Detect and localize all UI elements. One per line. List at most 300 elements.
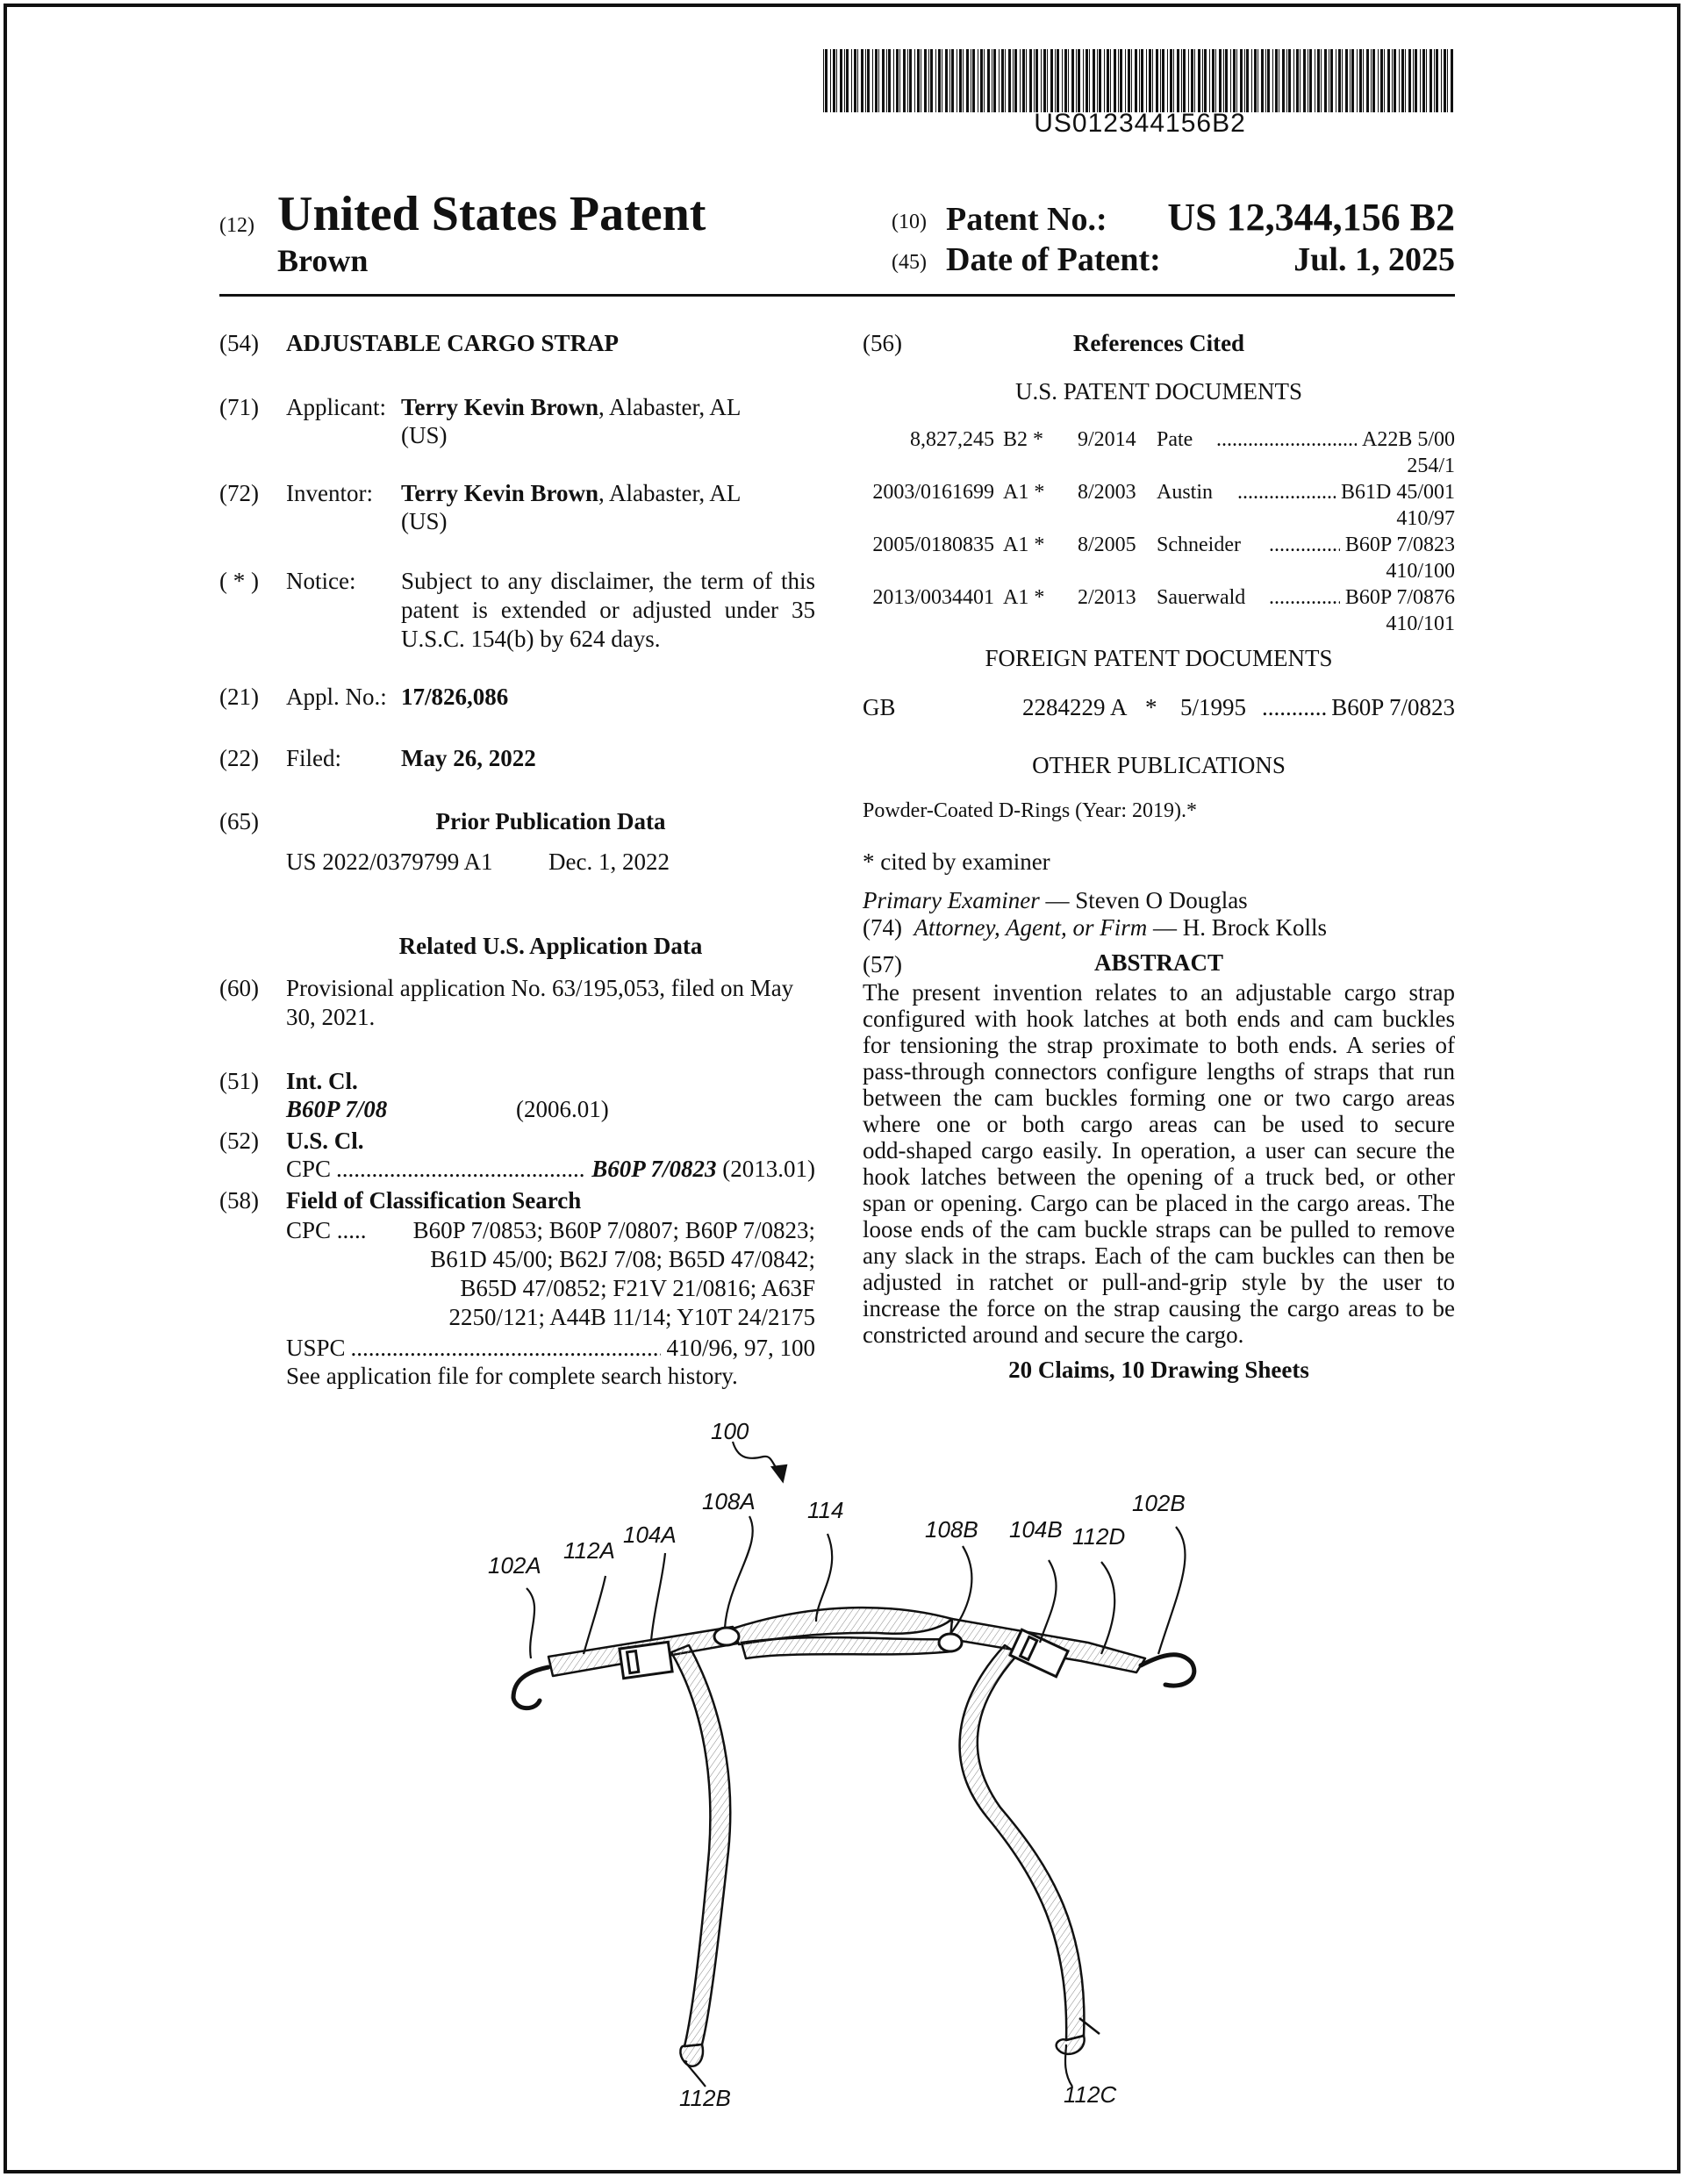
barcode-bar xyxy=(1020,49,1021,112)
claims-summary: 20 Claims, 10 Drawing Sheets xyxy=(1008,1357,1309,1383)
barcode-bar xyxy=(1366,49,1369,112)
int-cl-version: (2006.01) xyxy=(516,1096,609,1122)
label-114: 114 xyxy=(807,1497,844,1523)
barcode-bar xyxy=(1254,49,1257,112)
barcode-bar xyxy=(1209,49,1210,112)
us-doc-class-secondary: 410/101 xyxy=(1386,612,1455,635)
us-doc-number: 2003/0161699 xyxy=(872,481,994,504)
barcode-bar xyxy=(980,49,983,112)
barcode-bar xyxy=(1296,49,1299,112)
barcode-bar xyxy=(882,49,885,112)
barcode-bar xyxy=(1246,49,1249,112)
abstract-line: increase the force on the strap causing the cargo areas to be xyxy=(863,1295,1455,1321)
connector-108B xyxy=(939,1634,962,1651)
field-search-cpc xyxy=(369,1216,815,1332)
leader-dots xyxy=(336,1155,586,1184)
provisional-text xyxy=(286,974,815,1032)
patent-no-label: Patent No.: xyxy=(946,201,1107,238)
barcode-bar xyxy=(1097,49,1098,112)
barcode-bar xyxy=(1005,49,1006,112)
strap-hanging-right xyxy=(960,1645,1085,2040)
search-history-note: See application file for complete search history. xyxy=(286,1363,738,1389)
barcode-bar xyxy=(1114,49,1116,112)
barcode-bar xyxy=(966,49,969,112)
barcode-bar xyxy=(1394,49,1396,112)
barcode-bar xyxy=(1357,49,1358,112)
patent-date: Jul. 1, 2025 xyxy=(1293,241,1455,278)
barcode-bar xyxy=(959,49,962,112)
code-56: (56) xyxy=(863,330,902,356)
barcode-bar xyxy=(917,49,920,112)
barcode-bar xyxy=(1022,49,1025,112)
barcode-bar xyxy=(1191,49,1193,112)
barcode-bar xyxy=(1188,49,1189,112)
barcode-bar xyxy=(1342,49,1343,112)
barcode-bar xyxy=(1152,49,1153,112)
us-doc-number: 2005/0180835 xyxy=(872,533,994,556)
foreign-date: 5/1995 xyxy=(1180,694,1247,720)
prior-pub-number: US 2022/0379799 A1 xyxy=(286,849,493,875)
barcode-bar xyxy=(987,49,990,112)
code-60: (60) xyxy=(219,975,259,1001)
us-doc-class-secondary: 410/97 xyxy=(1396,507,1455,530)
barcode-bar xyxy=(972,49,975,112)
cpc-line: B61D 45/00; B62J 7/08; B65D 47/0842; xyxy=(430,1246,815,1272)
us-doc-class: A22B 5/00 xyxy=(1361,428,1455,451)
barcode-bar xyxy=(1399,49,1400,112)
barcode-bar xyxy=(865,49,866,112)
us-doc-kind: A1 * xyxy=(1003,481,1045,504)
foreign-docs-heading: FOREIGN PATENT DOCUMENTS xyxy=(985,645,1333,671)
foreign-number: 2284229 xyxy=(1022,694,1106,720)
barcode-bar xyxy=(857,49,858,112)
barcode-bar xyxy=(1035,49,1038,112)
barcode-bar xyxy=(1324,49,1327,112)
barcode-bar xyxy=(1204,49,1207,112)
barcode-bar xyxy=(1104,49,1105,112)
barcode-bar xyxy=(1194,49,1195,112)
barcode-bar xyxy=(1183,49,1186,112)
barcode-bar xyxy=(1261,49,1264,112)
barcode-bar xyxy=(851,49,852,112)
barcode-bar xyxy=(1338,49,1341,112)
barcode-bar xyxy=(861,49,863,112)
us-doc-date: 9/2014 xyxy=(1078,428,1136,451)
barcode-bar xyxy=(888,49,891,112)
barcode-bar xyxy=(945,49,948,112)
inventor-label: Inventor: xyxy=(286,480,373,506)
inventor-line xyxy=(401,479,741,508)
us-doc-row xyxy=(863,479,1455,532)
abstract-line: any slack in the straps. Each of the cam buckles can then be xyxy=(863,1242,1455,1269)
foreign-class-cell xyxy=(1262,693,1455,722)
barcode-bar xyxy=(1071,49,1074,112)
foreign-doc-row xyxy=(863,693,1455,722)
barcode-number: US012344156B2 xyxy=(1034,109,1246,138)
barcode-bar xyxy=(1160,49,1161,112)
strap-hanging-left-loop xyxy=(680,2044,703,2066)
barcode-bar xyxy=(951,49,954,112)
label-108B: 108B xyxy=(925,1516,978,1543)
barcode-bar xyxy=(1225,49,1228,112)
us-doc-date: 2/2013 xyxy=(1078,586,1136,609)
abstract-heading: ABSTRACT xyxy=(1093,949,1224,976)
barcode-bar xyxy=(903,49,906,112)
patent-number: US 12,344,156 B2 xyxy=(1167,196,1455,239)
barcode-bar xyxy=(1062,49,1063,112)
barcode-bar xyxy=(907,49,908,112)
applicant-label: Applicant: xyxy=(286,394,386,420)
uspc-label: USPC xyxy=(286,1335,346,1361)
barcode-bar xyxy=(930,49,933,112)
barcode-bar xyxy=(1288,49,1291,112)
barcode-bar xyxy=(935,49,936,112)
attorney-name: — H. Brock Kolls xyxy=(1147,914,1327,941)
code-65: (65) xyxy=(219,808,259,834)
barcode-bar xyxy=(1401,49,1404,112)
foreign-kind: A xyxy=(1110,694,1128,720)
abstract-line: configured with hook latches at both ends and cam buckles xyxy=(863,1006,1455,1032)
barcode-bar xyxy=(1413,49,1414,112)
int-cl-class: B60P 7/08 xyxy=(286,1096,388,1122)
us-doc-class-cell xyxy=(1269,532,1455,558)
barcode-bar xyxy=(1013,49,1014,112)
us-docs-heading: U.S. PATENT DOCUMENTS xyxy=(1014,378,1303,405)
barcode-bar xyxy=(878,49,879,112)
invention-title: ADJUSTABLE CARGO STRAP xyxy=(286,330,620,356)
notice-line: U.S.C. 154(b) by 624 days. xyxy=(401,626,661,652)
us-doc-date: 8/2003 xyxy=(1078,481,1136,504)
barcode-bar xyxy=(1118,49,1119,112)
us-doc-number: 8,827,245 xyxy=(910,428,994,451)
other-pub: Powder-Coated D-Rings (Year: 2019).* xyxy=(863,799,1198,822)
barcode-bar xyxy=(949,49,950,112)
barcode-bar xyxy=(1177,49,1179,112)
us-doc-name: Pate xyxy=(1157,428,1193,451)
barcode-bar xyxy=(875,49,878,112)
int-cl-label: Int. Cl. xyxy=(286,1068,358,1094)
applicant-location: , Alabaster, AL xyxy=(598,394,742,420)
us-doc-class: B61D 45/001 xyxy=(1340,481,1455,504)
inventor-country: (US) xyxy=(401,508,448,534)
barcode-bar xyxy=(1083,49,1084,112)
barcode-bar xyxy=(1125,49,1126,112)
inventor-surname: Brown xyxy=(277,243,369,278)
code-52: (52) xyxy=(219,1128,259,1154)
us-doc-name: Sauerwald xyxy=(1157,586,1246,609)
code-58: (58) xyxy=(219,1187,259,1214)
barcode-bar xyxy=(1282,49,1285,112)
appl-no-label: Appl. No.: xyxy=(286,684,387,710)
abstract-line: The present invention relates to an adjustable cargo strap xyxy=(863,979,1455,1006)
barcode-bar xyxy=(867,49,870,112)
barcode-bar xyxy=(1093,49,1095,112)
barcode-bar xyxy=(1034,49,1035,112)
examiner-label: Primary Examiner xyxy=(863,887,1040,913)
barcode-bar xyxy=(938,49,941,112)
code-57: (57) xyxy=(863,951,902,977)
barcode-bar xyxy=(1026,49,1027,112)
barcode-bar xyxy=(1444,49,1446,112)
connector-108A xyxy=(714,1628,739,1645)
us-doc-name: Austin xyxy=(1157,481,1214,504)
us-cl-label: U.S. Cl. xyxy=(286,1128,364,1154)
barcode-bar xyxy=(836,49,837,112)
document-title: United States Patent xyxy=(277,187,706,241)
inventor-location: , Alabaster, AL xyxy=(598,480,742,506)
barcode-bar xyxy=(1384,49,1385,112)
abstract-line: adjusted in ratchet or pull-and-grip style by the user to xyxy=(863,1269,1455,1295)
header-rule xyxy=(219,294,1455,297)
barcode-bar xyxy=(1429,49,1432,112)
code-22: (22) xyxy=(219,745,259,771)
barcode-bar xyxy=(1350,49,1351,112)
barcode-bar xyxy=(984,49,985,112)
barcode-bar xyxy=(1131,49,1132,112)
us-doc-class-cell xyxy=(1237,479,1455,505)
related-heading: Related U.S. Application Data xyxy=(398,933,703,959)
barcode-bar xyxy=(914,49,915,112)
barcode-bar xyxy=(1089,49,1090,112)
label-104A: 104A xyxy=(623,1522,677,1548)
barcode-bar xyxy=(1162,49,1164,112)
barcode-bar xyxy=(1170,49,1172,112)
barcode-bar xyxy=(1233,49,1236,112)
abstract-line: where one or both cargo areas can be used to secure xyxy=(863,1111,1455,1137)
code-74: (74) xyxy=(863,914,902,941)
abstract-line: for tensioning the strap proximate to both ends. A series of xyxy=(863,1032,1455,1058)
us-doc-kind: B2 * xyxy=(1003,428,1044,451)
examiner-line xyxy=(863,886,1248,915)
barcode-bar xyxy=(1236,49,1237,112)
barcode-bar xyxy=(1309,49,1312,112)
barcode-bar xyxy=(1420,49,1421,112)
field-search-label: Field of Classification Search xyxy=(286,1187,582,1214)
barcode-bar xyxy=(1415,49,1417,112)
us-doc-name: Schneider xyxy=(1157,533,1241,556)
barcode-bar xyxy=(993,49,996,112)
barcode-bar xyxy=(1043,49,1046,112)
barcode-bar xyxy=(872,49,873,112)
foreign-country: GB xyxy=(863,694,896,720)
provisional-line: Provisional application No. 63/195,053, filed on May xyxy=(286,975,794,1001)
barcode-bar xyxy=(1198,49,1200,112)
label-112B: 112B xyxy=(679,2085,731,2111)
uspc-line xyxy=(286,1334,815,1363)
barcode-bar xyxy=(1303,49,1306,112)
abstract-line: constricted around and secure the cargo. xyxy=(863,1321,1244,1348)
us-cl-version: (2013.01) xyxy=(722,1156,815,1182)
code-54: (54) xyxy=(219,330,259,356)
leader-dots xyxy=(351,1334,662,1363)
barcode-bar xyxy=(1139,49,1140,112)
us-doc-kind: A1 * xyxy=(1003,533,1045,556)
barcode-bar xyxy=(830,49,831,112)
barcode-bar xyxy=(1240,49,1243,112)
label-104B: 104B xyxy=(1009,1516,1063,1543)
barcode-bar xyxy=(928,49,929,112)
barcode-bar xyxy=(1099,49,1101,112)
barcode-bar xyxy=(1068,49,1069,112)
barcode-bar xyxy=(825,49,828,112)
barcode-bar xyxy=(999,49,1000,112)
barcode-bar xyxy=(896,49,899,112)
barcode-bar xyxy=(823,49,824,112)
barcode-bar xyxy=(1146,49,1147,112)
us-doc-class-cell xyxy=(1216,426,1455,453)
barcode-bar xyxy=(924,49,927,112)
code-12: (12) xyxy=(219,214,254,237)
prior-pub-heading: Prior Publication Data xyxy=(435,808,666,834)
barcode-bar xyxy=(1055,49,1056,112)
barcode-bar xyxy=(1371,49,1372,112)
barcode-bar xyxy=(1107,49,1109,112)
barcode-bar xyxy=(1041,49,1042,112)
barcode-bar xyxy=(1050,49,1053,112)
abstract-line: between the cam buckles forming one or two cargo areas xyxy=(863,1085,1455,1111)
barcode-bar xyxy=(1408,49,1411,112)
label-112C: 112C xyxy=(1064,2081,1117,2108)
barcode-bar xyxy=(1001,49,1004,112)
us-doc-row xyxy=(863,584,1455,637)
barcode-bar xyxy=(1141,49,1143,112)
appl-no-value: 17/826,086 xyxy=(401,684,509,710)
barcode-bar xyxy=(1434,49,1435,112)
barcode-bar xyxy=(1029,49,1032,112)
barcode xyxy=(823,49,1457,112)
barcode-bar xyxy=(1223,49,1224,112)
barcode-bar xyxy=(1086,49,1088,112)
us-doc-number: 2013/0034401 xyxy=(872,586,994,609)
attorney-line xyxy=(863,913,1327,942)
barcode-bar xyxy=(1378,49,1379,112)
barcode-bar xyxy=(1451,49,1453,112)
cpc-line: B60P 7/0853; B60P 7/0807; B60P 7/0823; xyxy=(412,1217,815,1243)
barcode-bar xyxy=(1167,49,1168,112)
code-45: (45) xyxy=(892,251,927,274)
barcode-bar xyxy=(1230,49,1231,112)
applicant-line xyxy=(401,393,741,422)
notice-line: Subject to any disclaimer, the term of this xyxy=(401,568,815,594)
us-doc-class-secondary: 410/100 xyxy=(1386,560,1455,583)
filed-label: Filed: xyxy=(286,745,342,771)
barcode-bar xyxy=(1212,49,1215,112)
foreign-star: * xyxy=(1145,694,1157,720)
prior-pub-date: Dec. 1, 2022 xyxy=(548,849,670,875)
barcode-bar xyxy=(899,49,900,112)
label-102A: 102A xyxy=(488,1552,541,1579)
us-doc-row xyxy=(863,426,1455,479)
code-72: (72) xyxy=(219,480,259,506)
cpc-line: 2250/121; A44B 11/14; Y10T 24/2175 xyxy=(448,1304,815,1330)
applicant-country: (US) xyxy=(401,422,448,448)
barcode-bar xyxy=(1078,49,1080,112)
barcode-bar xyxy=(846,49,849,112)
abstract-line: odd-shaped cargo easily. In operation, a user can secure the xyxy=(863,1137,1455,1164)
barcode-bar xyxy=(1392,49,1393,112)
us-doc-class: B60P 7/0823 xyxy=(1344,533,1455,556)
date-label: Date of Patent: xyxy=(946,241,1161,278)
code-51: (51) xyxy=(219,1068,259,1094)
filed-date: May 26, 2022 xyxy=(401,745,536,771)
label-108A: 108A xyxy=(702,1488,756,1514)
us-doc-kind: A1 * xyxy=(1003,586,1045,609)
barcode-bar xyxy=(1426,49,1427,112)
barcode-bar xyxy=(1008,49,1011,112)
us-doc-row xyxy=(863,532,1455,584)
barcode-bar xyxy=(833,49,835,112)
barcode-bar xyxy=(1345,49,1348,112)
barcode-bar xyxy=(1156,49,1158,112)
barcode-bar xyxy=(1181,49,1182,112)
patent-figure xyxy=(0,1404,1691,2176)
barcode-bar xyxy=(893,49,894,112)
us-doc-class-cell xyxy=(1269,584,1455,611)
barcode-bar xyxy=(1076,49,1077,112)
field-search-cpc-label: CPC ..... xyxy=(286,1217,367,1243)
barcode-bar xyxy=(963,49,964,112)
barcode-bar xyxy=(909,49,912,112)
barcode-bar xyxy=(1110,49,1111,112)
examiner-name: — Steven O Douglas xyxy=(1039,887,1248,913)
code-10: (10) xyxy=(892,211,927,233)
barcode-bar xyxy=(1317,49,1320,112)
barcode-bar xyxy=(1351,49,1354,112)
other-pubs-heading: OTHER PUBLICATIONS xyxy=(1032,752,1286,778)
barcode-bar xyxy=(1047,49,1048,112)
barcode-bar xyxy=(840,49,842,112)
barcode-bar xyxy=(1293,49,1294,112)
barcode-bar xyxy=(1244,49,1245,112)
barcode-bar xyxy=(1064,49,1067,112)
abstract-line: loose ends of the cam buckle straps can be pulled to remove xyxy=(863,1216,1455,1242)
label-100: 100 xyxy=(711,1418,749,1444)
provisional-line: 30, 2021. xyxy=(286,1004,376,1030)
us-cl-line xyxy=(286,1155,815,1184)
barcode-bar xyxy=(1380,49,1383,112)
barcode-bar xyxy=(1251,49,1252,112)
label-112A: 112A xyxy=(563,1537,615,1564)
barcode-bar xyxy=(1120,49,1122,112)
barcode-bar xyxy=(1447,49,1448,112)
notice-line: patent is extended or adjusted under 35 xyxy=(401,597,815,623)
hook-latch-102A xyxy=(513,1667,548,1708)
cited-note: * cited by examiner xyxy=(863,849,1050,875)
cpc-line: B65D 47/0852; F21V 21/0816; A63F xyxy=(460,1275,815,1301)
barcode-bar xyxy=(1321,49,1322,112)
notice-text xyxy=(401,567,815,654)
label-102B: 102B xyxy=(1132,1490,1186,1516)
barcode-bar xyxy=(886,49,887,112)
barcode-bar xyxy=(1267,49,1270,112)
barcode-bar xyxy=(1135,49,1137,112)
foreign-class: B60P 7/0823 xyxy=(1331,694,1455,720)
applicant-name: Terry Kevin Brown xyxy=(401,394,599,420)
code-notice: ( * ) xyxy=(219,568,259,594)
notice-label: Notice: xyxy=(286,568,356,594)
label-112D: 112D xyxy=(1072,1523,1126,1550)
abstract-line: hook latches between the opening of a truck bed, or other xyxy=(863,1164,1455,1190)
barcode-bar xyxy=(1272,49,1273,112)
barcode-bar xyxy=(1422,49,1425,112)
barcode-bar xyxy=(1405,49,1406,112)
us-doc-class-secondary: 254/1 xyxy=(1407,455,1455,477)
barcode-bar xyxy=(1149,49,1151,112)
abstract-text xyxy=(863,979,1455,1348)
strap-hanging-left xyxy=(671,1645,730,2046)
barcode-bar xyxy=(1275,49,1278,112)
us-doc-class: B60P 7/0876 xyxy=(1344,586,1455,609)
